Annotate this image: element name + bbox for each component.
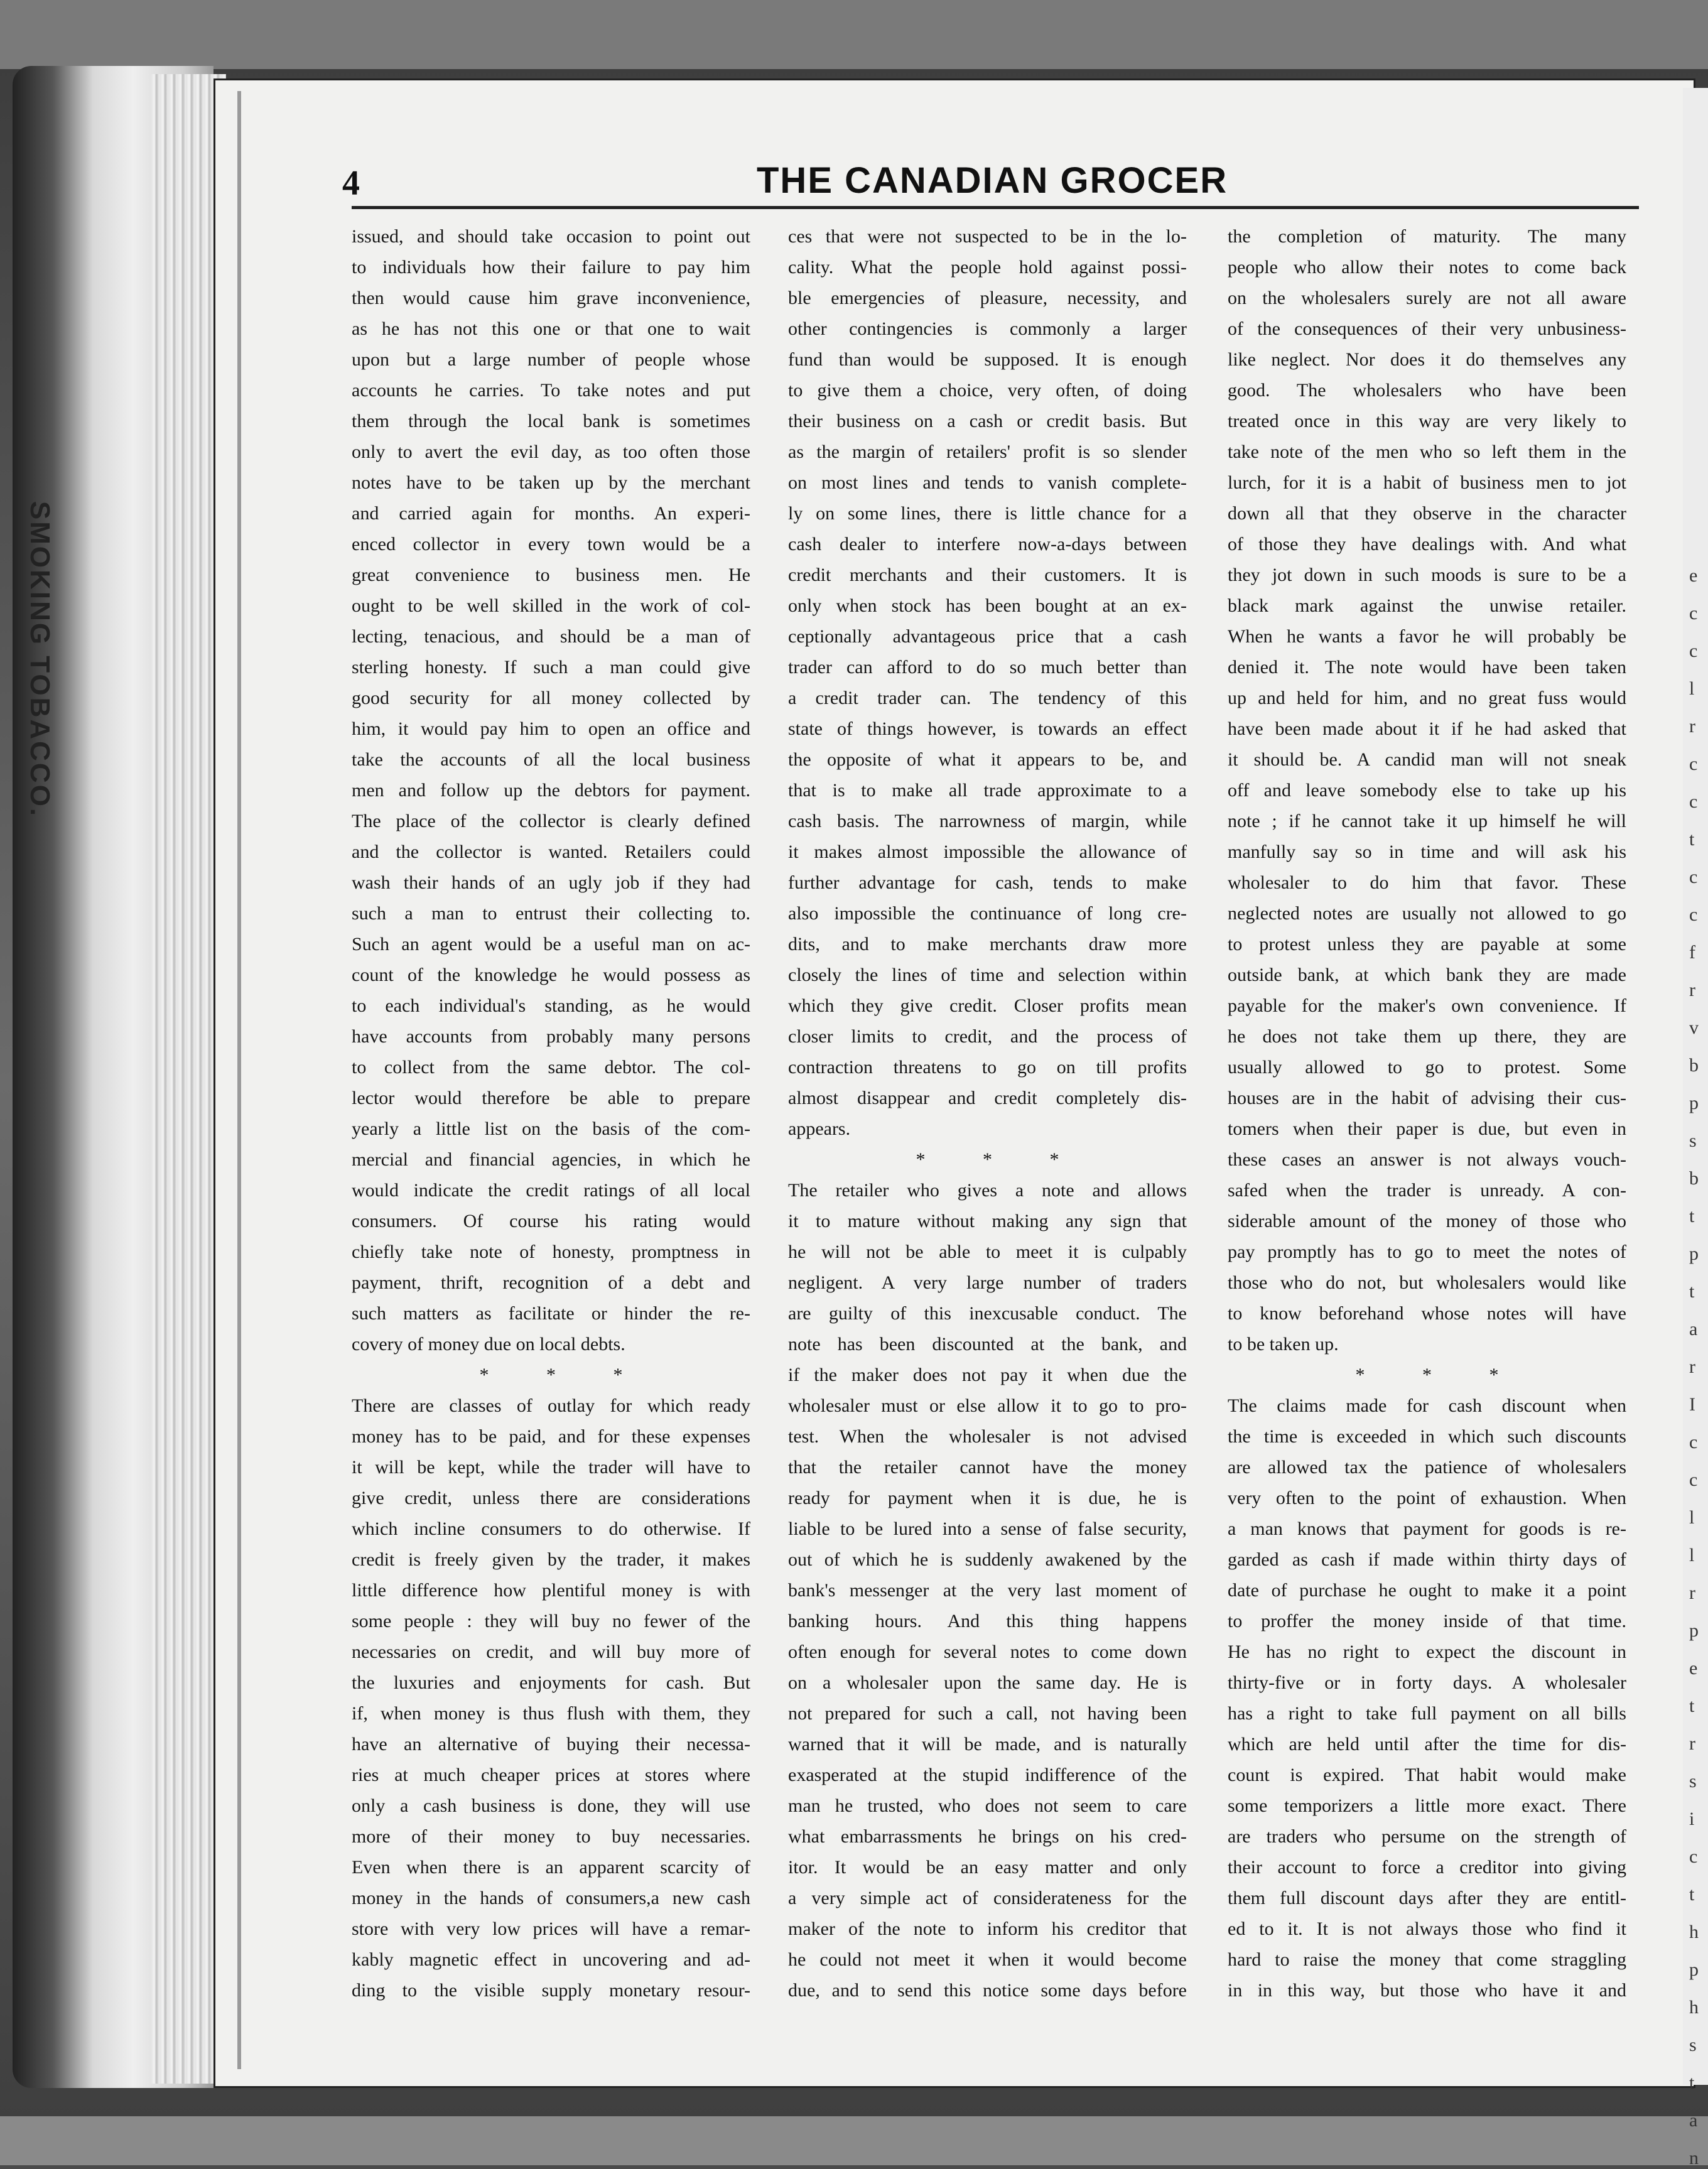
text-line: which are held until after the time for dis- (1228, 1734, 1626, 1755)
text-line: the time is exceeded in which such discounts (1228, 1426, 1626, 1447)
text-line: it makes almost impossible the allowance of (788, 841, 1187, 862)
text-line: ceptionally advantageous price that a cash (788, 626, 1187, 647)
facing-page-fragment: p (1689, 1620, 1699, 1641)
facing-page-fragment: e (1689, 1658, 1698, 1679)
text-line: issued, and should take occasion to point out (352, 226, 750, 247)
article-column-2 (788, 221, 1187, 2017)
text-line: also impossible the continuance of long cre- (788, 903, 1187, 924)
text-line: if, when money is thus flush with them, they (352, 1703, 750, 1724)
text-line: very often to the point of exhaustion. When (1228, 1488, 1626, 1508)
facing-page-fragment: a (1689, 2110, 1698, 2131)
text-line: often enough for several notes to come down (788, 1642, 1187, 1662)
facing-page-fragment: s (1689, 1771, 1697, 1792)
text-line: it should be. A candid man will not sneak (1228, 749, 1626, 770)
text-line: payable for the maker's own convenience. If (1228, 995, 1626, 1016)
section-separator: * * * (916, 1149, 1086, 1170)
text-line: lurch, for it is a habit of business men to jot (1228, 472, 1626, 493)
text-line: the opposite of what it appears to be, and (788, 749, 1187, 770)
facing-page-fragment: r (1689, 1733, 1695, 1754)
facing-page-fragment: s (1689, 2035, 1697, 2055)
facing-page-fragment: v (1689, 1017, 1699, 1038)
text-line: he will not be able to meet it is culpably (788, 1241, 1187, 1262)
scan-bottom-edge (0, 2116, 1708, 2165)
text-line: he does not take them up there, they are (1228, 1026, 1626, 1047)
text-line: he could not meet it when it would become (788, 1949, 1187, 1970)
text-line: are allowed tax the patience of wholesalers (1228, 1457, 1626, 1478)
text-line: ble emergencies of pleasure, necessity, and (788, 288, 1187, 308)
text-line: have been made about it if he had asked that (1228, 718, 1626, 739)
text-line: wash their hands of an ugly job if they had (352, 872, 750, 893)
text-line: those who do not, but wholesalers would like (1228, 1272, 1626, 1293)
text-line: upon but a large number of people whose (352, 349, 750, 370)
page-gutter-line (237, 91, 241, 2069)
text-line: covery of money due on local debts. (352, 1334, 625, 1355)
text-line: appears. (788, 1118, 851, 1139)
text-line: lector would therefore be able to prepare (352, 1088, 750, 1108)
text-line: on a wholesaler upon the same day. He is (788, 1672, 1187, 1693)
text-line: them through the local bank is sometimes (352, 411, 750, 431)
text-line: outside bank, at which bank they are made (1228, 965, 1626, 985)
spine-label-text: SMOKING TOBACCO. (24, 500, 55, 818)
text-line: When he wants a favor he will probably be (1228, 626, 1626, 647)
facing-page-fragment: r (1689, 716, 1695, 737)
text-line: dits, and to make merchants draw more (788, 934, 1187, 955)
text-line: only to avert the evil day, as too often those (352, 441, 750, 462)
text-line: other contingencies is commonly a larger (788, 318, 1187, 339)
facing-page-fragment: h (1689, 1997, 1699, 2018)
text-line: enced collector in every town would be a (352, 534, 750, 554)
section-separator: * * * (1355, 1365, 1525, 1385)
facing-page-fragment: c (1689, 603, 1698, 624)
text-line: kably magnetic effect in uncovering and ad- (352, 1949, 750, 1970)
section-separator: * * * (479, 1365, 649, 1385)
text-line: houses are in the habit of advising their cus- (1228, 1088, 1626, 1108)
text-line: money has to be paid, and for these expenses (352, 1426, 750, 1447)
text-line: these cases an answer is not always vouch- (1228, 1149, 1626, 1170)
text-line: He has no right to expect the discount in (1228, 1642, 1626, 1662)
facing-page-fragment: I (1689, 1394, 1695, 1415)
text-line: little difference how plentiful money is with (352, 1580, 750, 1601)
page-title: THE CANADIAN GROCER (757, 160, 1228, 201)
facing-page-fragment: c (1689, 1432, 1698, 1452)
text-line: down all that they observe in the character (1228, 503, 1626, 524)
header-rule (352, 206, 1639, 209)
text-line: have an alternative of buying their necessa- (352, 1734, 750, 1755)
text-line: their account to force a creditor into giving (1228, 1857, 1626, 1878)
text-line: closer limits to credit, and the process of (788, 1026, 1187, 1047)
text-line: black mark against the unwise retailer. (1228, 595, 1626, 616)
text-line: good. The wholesalers who have been (1228, 380, 1626, 401)
text-line: test. When the wholesaler is not advised (788, 1426, 1187, 1447)
text-line: like neglect. Nor does it do themselves any (1228, 349, 1626, 370)
text-line: that is to make all trade approximate to a (788, 780, 1187, 801)
text-line: which they give credit. Closer profits mean (788, 995, 1187, 1016)
text-line: wholesaler must or else allow it to go to pro- (788, 1395, 1187, 1416)
text-line: are traders who persume on the strength of (1228, 1826, 1626, 1847)
text-line: There are classes of outlay for which ready (352, 1395, 750, 1416)
text-line: denied it. The note would have been taken (1228, 657, 1626, 678)
facing-page-fragment: c (1689, 1469, 1698, 1490)
text-line: if the maker does not pay it when due the (788, 1365, 1187, 1385)
facing-page-fragment: i (1689, 1809, 1695, 1829)
text-line: cash basis. The narrowness of margin, while (788, 811, 1187, 831)
text-line: accounts he carries. To take notes and put (352, 380, 750, 401)
text-line: usually allowed to go to protest. Some (1228, 1057, 1626, 1078)
facing-page-fragment: l (1689, 1507, 1695, 1528)
text-line: count is expired. That habit would make (1228, 1765, 1626, 1785)
text-line: garded as cash if made within thirty days of (1228, 1549, 1626, 1570)
article-column-3 (1228, 221, 1626, 2017)
text-line: a credit trader can. The tendency of this (788, 688, 1187, 708)
text-line: it will be kept, while the trader will have to (352, 1457, 750, 1478)
text-line: on the wholesalers surely are not all aware (1228, 288, 1626, 308)
text-line: a very simple act of considerateness for the (788, 1888, 1187, 1908)
text-line: more of their money to buy necessaries. (352, 1826, 750, 1847)
text-line: ed to it. It is not always those who find it (1228, 1918, 1626, 1939)
facing-page-fragment: l (1689, 1545, 1695, 1566)
text-line: some temporizers a little more exact. There (1228, 1795, 1626, 1816)
text-line: maker of the note to inform his creditor that (788, 1918, 1187, 1939)
facing-page-fragment: r (1689, 1356, 1695, 1377)
facing-page-edge (1683, 88, 1708, 2168)
text-line: manfully say so in time and will ask his (1228, 841, 1626, 862)
text-line: to protest unless they are payable at some (1228, 934, 1626, 955)
text-line: warned that it will be made, and is naturally (788, 1734, 1187, 1755)
text-line: to individuals how their failure to pay him (352, 257, 750, 278)
text-line: would indicate the credit ratings of all local (352, 1180, 750, 1201)
text-line: and carried again for months. An experi- (352, 503, 750, 524)
facing-page-fragment: l (1689, 678, 1695, 699)
facing-page-fragment: p (1689, 1243, 1699, 1264)
spine-label (18, 500, 62, 818)
text-line: what embarrassments he brings on his cred- (788, 1826, 1187, 1847)
facing-page-fragment: t (1689, 1696, 1695, 1716)
text-line: out of which he is suddenly awakened by the (788, 1549, 1187, 1570)
text-line: only when stock has been bought at an ex- (788, 595, 1187, 616)
facing-page-fragment: p (1689, 1093, 1699, 1113)
text-line: a man knows that payment for goods is re- (1228, 1518, 1626, 1539)
text-line: on most lines and tends to vanish complete- (788, 472, 1187, 493)
text-line: great convenience to business men. He (352, 565, 750, 585)
text-line: The place of the collector is clearly defined (352, 811, 750, 831)
text-line: banking hours. And this thing happens (788, 1611, 1187, 1631)
text-line: bank's messenger at the very last moment of (788, 1580, 1187, 1601)
text-line: have accounts from probably many persons (352, 1026, 750, 1047)
facing-page-fragment: t (1689, 829, 1695, 850)
text-line: credit is freely given by the trader, it makes (352, 1549, 750, 1570)
text-line: consumers. Of course his rating would (352, 1211, 750, 1231)
text-line: trader can afford to do so much better than (788, 657, 1187, 678)
text-line: ready for payment when it is due, he is (788, 1488, 1187, 1508)
text-line: hard to raise the money that come straggling (1228, 1949, 1626, 1970)
text-line: man he trusted, who does not seem to care (788, 1795, 1187, 1816)
text-line: the luxuries and enjoyments for cash. But (352, 1672, 750, 1693)
text-line: them full discount days after they are entitl- (1228, 1888, 1626, 1908)
text-line: the completion of maturity. The many (1228, 226, 1626, 247)
text-line: neglected notes are usually not allowed to go (1228, 903, 1626, 924)
text-line: as he has not this one or that one to wait (352, 318, 750, 339)
text-line: they jot down in such moods is sure to be a (1228, 565, 1626, 585)
text-line: to know beforehand whose notes will have (1228, 1303, 1626, 1324)
facing-page-fragment: c (1689, 754, 1698, 774)
text-line: contraction threatens to go on till profits (788, 1057, 1187, 1078)
facing-page-fragment: p (1689, 1959, 1699, 1980)
facing-page-fragment: c (1689, 904, 1698, 925)
text-line: treated once in this way are very likely to (1228, 411, 1626, 431)
text-line: and the collector is wanted. Retailers could (352, 841, 750, 862)
text-line: exasperated at the stupid indifference of the (788, 1765, 1187, 1785)
text-line: money in the hands of consumers,a new cash (352, 1888, 750, 1908)
facing-page-fragment: c (1689, 791, 1698, 812)
facing-page-fragment: a (1689, 1319, 1698, 1339)
text-line: such a man to entrust their collecting to. (352, 903, 750, 924)
text-line: sterling honesty. If such a man could give (352, 657, 750, 678)
text-line: safed when the trader is unready. A con- (1228, 1180, 1626, 1201)
text-line: The retailer who gives a note and allows (788, 1180, 1187, 1201)
facing-page-fragment: t (1689, 2072, 1695, 2093)
text-line: as the margin of retailers' profit is so slender (788, 441, 1187, 462)
facing-page-fragment: b (1689, 1055, 1699, 1076)
text-line: liable to be lured into a sense of false security, (788, 1518, 1187, 1539)
text-line: people who allow their notes to come back (1228, 257, 1626, 278)
facing-page-fragment: t (1689, 1281, 1695, 1302)
facing-page-fragment: c (1689, 1846, 1698, 1867)
text-line: further advantage for cash, tends to make (788, 872, 1187, 893)
page-header (342, 151, 1639, 214)
text-line: has a right to take full payment on all bills (1228, 1703, 1626, 1724)
text-line: only a cash business is done, they will use (352, 1795, 750, 1816)
facing-page-fragment: f (1689, 942, 1695, 963)
text-line: Even when there is an apparent scarcity of (352, 1857, 750, 1878)
text-line: in in this way, but those who have it and (1228, 1980, 1626, 2001)
text-line: of the consequences of their very unbusiness- (1228, 318, 1626, 339)
text-line: it to mature without making any sign that (788, 1211, 1187, 1231)
text-line: not prepared for such a call, not having been (788, 1703, 1187, 1724)
text-line: siderable amount of the money of those who (1228, 1211, 1626, 1231)
text-line: note has been discounted at the bank, and (788, 1334, 1187, 1355)
text-line: The claims made for cash discount when (1228, 1395, 1626, 1416)
facing-page-fragment: r (1689, 1582, 1695, 1603)
facing-page-fragment: s (1689, 1130, 1697, 1151)
text-line: to each individual's standing, as he would (352, 995, 750, 1016)
text-line: tomers when their paper is due, but even in (1228, 1118, 1626, 1139)
text-line: some people : they will buy no fewer of the (352, 1611, 750, 1631)
text-line: Such an agent would be a useful man on ac- (352, 934, 750, 955)
text-line: negligent. A very large number of traders (788, 1272, 1187, 1293)
text-line: their business on a cash or credit basis. But (788, 411, 1187, 431)
text-line: to be taken up. (1228, 1334, 1339, 1355)
facing-page-fragment: n (1689, 2148, 1699, 2168)
text-line: store with very low prices will have a remar- (352, 1918, 750, 1939)
text-line: to proffer the money inside of that time. (1228, 1611, 1626, 1631)
facing-page-fragment: c (1689, 867, 1698, 887)
text-line: itor. It would be an easy matter and only (788, 1857, 1187, 1878)
text-line: almost disappear and credit completely dis- (788, 1088, 1187, 1108)
text-line: take the accounts of all the local business (352, 749, 750, 770)
facing-page-fragment: r (1689, 980, 1695, 1000)
text-line: due, and to send this notice some days before (788, 1980, 1187, 2001)
text-line: men and follow up the debtors for payment. (352, 780, 750, 801)
text-line: pay promptly has to go to meet the notes of (1228, 1241, 1626, 1262)
facing-page-fragment: e (1689, 565, 1698, 586)
text-line: ces that were not suspected to be in the lo- (788, 226, 1187, 247)
text-line: ding to the visible supply monetary resour- (352, 1980, 750, 2001)
text-line: up and held for him, and no great fuss would (1228, 688, 1626, 708)
text-line: ly on some lines, there is little chance for a (788, 503, 1187, 524)
facing-page-fragment: c (1689, 641, 1698, 661)
text-line: closely the lines of time and selection within (788, 965, 1187, 985)
facing-page-fragment: t (1689, 1884, 1695, 1905)
article-column-1 (352, 221, 750, 2017)
text-line: of those they have dealings with. And what (1228, 534, 1626, 554)
text-line: take note of the men who so left them in the (1228, 441, 1626, 462)
text-line: thirty-five or in forty days. A wholesaler (1228, 1672, 1626, 1693)
text-line: wholesaler to do him that favor. These (1228, 872, 1626, 893)
text-line: state of things however, is towards an effect (788, 718, 1187, 739)
text-line: count of the knowledge he would possess as (352, 965, 750, 985)
text-line: to give them a choice, very often, of doing (788, 380, 1187, 401)
text-line: to collect from the same debtor. The col- (352, 1057, 750, 1078)
facing-page-fragment: t (1689, 1206, 1695, 1226)
text-line: off and leave somebody else to take up his (1228, 780, 1626, 801)
text-line: cality. What the people hold against possi- (788, 257, 1187, 278)
text-line: necessaries on credit, and will buy more of (352, 1642, 750, 1662)
text-line: mercial and financial agencies, in which he (352, 1149, 750, 1170)
text-line: him, it would pay him to open an office and (352, 718, 750, 739)
text-line: chiefly take note of honesty, promptness in (352, 1241, 750, 1262)
scan-top-edge (0, 0, 1708, 69)
text-line: such matters as facilitate or hinder the re- (352, 1303, 750, 1324)
text-line: notes have to be taken up by the merchant (352, 472, 750, 493)
text-line: fund than would be supposed. It is enough (788, 349, 1187, 370)
text-line: give credit, unless there are considerations (352, 1488, 750, 1508)
text-line: ought to be well skilled in the work of col- (352, 595, 750, 616)
text-line: date of purchase he ought to make it a point (1228, 1580, 1626, 1601)
text-line: ries at much cheaper prices at stores where (352, 1765, 750, 1785)
text-line: which incline consumers to do otherwise. If (352, 1518, 750, 1539)
page-number: 4 (342, 164, 360, 203)
text-line: good security for all money collected by (352, 688, 750, 708)
text-line: yearly a little list on the basis of the com- (352, 1118, 750, 1139)
facing-page-fragment: b (1689, 1168, 1699, 1189)
text-line: then would cause him grave inconvenience, (352, 288, 750, 308)
text-line: are guilty of this inexcusable conduct. The (788, 1303, 1187, 1324)
text-line: lecting, tenacious, and should be a man of (352, 626, 750, 647)
text-line: credit merchants and their customers. It is (788, 565, 1187, 585)
facing-page-fragment: h (1689, 1922, 1699, 1942)
text-line: that the retailer cannot have the money (788, 1457, 1187, 1478)
text-line: note ; if he cannot take it up himself he will (1228, 811, 1626, 831)
text-line: cash dealer to interfere now-a-days between (788, 534, 1187, 554)
text-line: payment, thrift, recognition of a debt and (352, 1272, 750, 1293)
